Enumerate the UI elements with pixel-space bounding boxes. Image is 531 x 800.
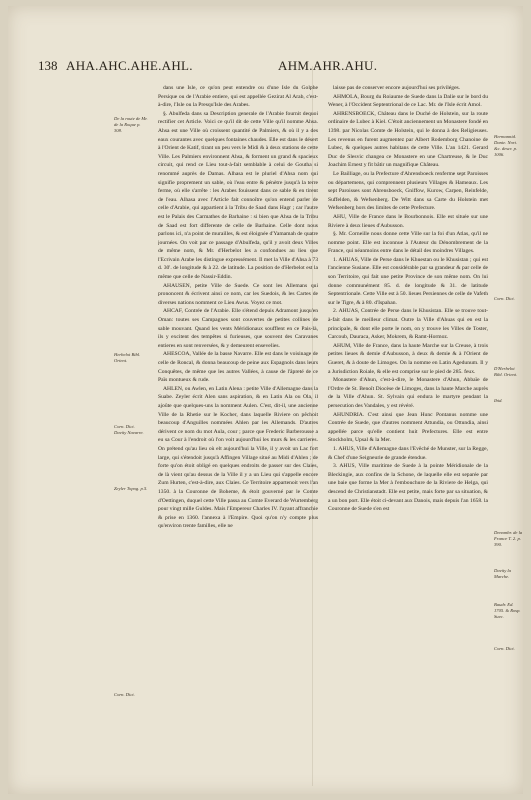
margin-note: Corn. Dict.: [494, 296, 515, 301]
paragraph: AHLEN, ou Awlen, en Latin Alena : petite Ville d'Allemagne dans la Suabe. Zeyler écrit Alen sans aspiration, & en Latin Ala ou Ola, il ajoûte que quelques-uns la nomment Aulen. C'est, dit-il, une ancienne Ville de la Rhetie sur le Kocher, dans laquelle Riviere on pêchoit beaucoup d'Anguilles nommées Ahlen par les Allemands. D'autres dérivent ce nom du mot Aula, cour ; parce que Frederic Barberousse a eu sa Cour à l'endroit où l'on voit aujourd'hui les murs & les carrieres. On prétend qu'au lieu où elt aujourd'hui la Ville, il y avoit un Lac fort large, qui s'étendoit jusqu'à Affingen Village situé au Midi d'Ahlen ; de forte qu'on étoit obligé en quelques endroits de passer sur des Claies, de là vient qu'au dessus de la Ville il y a un Lieu qui s'appelle encore Zum Hurten, c'est-à-dire, aux Claies. Ce Territoire appartenoit vers l'an 1350. à la Couronne de Boheme, & étoit gouverné par le Comte d'Oettingen, duquel cette Ville passa au Comte Everard de Wurtemberg pour vingt mille Guldes. Mais l'Empereur Charles IV. l'ayant affranchie & prise en 1360. l'annexa à l'Empire. Quoi qu'on n'y compte plus qu'environ trente familles, elle ne: [158, 385, 318, 530]
paragraph: AHUM, Ville de France, dans la haute Marche sur la Creuse, à trois petites lieues & demie d'Aubusson, à deux & demie & à l'Orient de Gueret, & à doute de Limoges. On la nomme en Latin Agedunum. Il y a Jurisdiction Roiale, & elle est comprise sur le pied de 285. feux.: [328, 342, 488, 375]
paragraph: 3. AHUS, Ville maritime de Suede à la pointe Méridionale de la Bleckingie, aux confins de la Schone, de laquelle elle est separée par une baie que forme la Mer à l'embouchure de la Riviere de Helga, qui descend de Christianstadt. Elle est petite, mais forte par sa situation, & a un bon port. Elle étoit ci-devant aux Danois, mais depuis l'an 1658. la Couronne de Suede s'en est: [328, 463, 488, 513]
margin-note: D'Herbelot Bibl. Orient.: [494, 366, 518, 377]
running-head-right: AHM.AHR.AHU.: [278, 58, 378, 73]
margin-note: Herbelot Bibl. Orient.: [114, 352, 141, 363]
paragraph: AHUNDRIA. C'est ainsi que Jean Hunc Pontanus nomme une Contrée de Suede, que d'autres nomment Attundia, ou Ottundia, ainsi appellée parce qu'elle contient huit Prefectures. Elle est entre Stockholm, Upsal & la Mer.: [328, 411, 488, 444]
margin-note: Hermannid. Danie. Nort. &c. descr. p. 1006.: [494, 134, 518, 157]
paragraph: Monastere d'Ahun, c'est-à-dire, le Monastere d'Ahun, Abbaïe de l'Ordre de St. Benoît Diocèse de Limoges, dans la haute Marche auprès de la Ville d'Ahun. St. Sylvain qui endura le martyre pendant la persecution des Vandales, y est révéré.: [328, 377, 488, 409]
paragraph: AHU, Ville de France dans le Bourbonnois. Elle est située sur une Riviere à deux lieues d'Aubusson.: [328, 213, 488, 229]
paragraph: AHAUSEN, petite Ville de Suede. Ce sont les Allemans qui prononcent & écrivent ainsi ce nom, car les Suedois, & les Cartes de diverses nations nomment ce Lieu Awus. Voyez ce mot.: [158, 282, 318, 306]
right-column: [328, 84, 488, 784]
paragraph: dans une Isle, ce qu'on peut entendre ou d'une Isle du Golphe Persique ou de l'Arabie entiere, qui est appellée Gezirat Al Arab, c'est-à-dire, l'Isle ou la Presqu'Isle des Arabes.: [158, 85, 318, 109]
left-column: [158, 84, 318, 784]
paragraph: AHCAF, Contrée de l'Arabie. Elle s'étend depuis Adramont jusqu'en Oman: toutes ses Campagnes sont couvertes de petites collines de sable mouvant. Quand les vents Méridionaux soufflent en ce Pais-là, ils y excitent des tempêtes si furieuses, que souvent des Caravanes entieres en sont renversées, & y demeurent ensevelies.: [158, 308, 318, 349]
paragraph: 1. AHUS, Ville d'Allemagne dans l'Evêché de Munster, sur la Regge, & Chef d'une Seigneurie de grande étendue.: [328, 445, 488, 461]
paragraph: laisse pas de conserver encore aujourd'hui ses priviléges.: [333, 85, 461, 91]
margin-note: Davity la Marche.: [494, 568, 511, 579]
page-header: [38, 58, 498, 76]
margin-note: Zeyler Topog. p.5.: [114, 486, 148, 491]
margin-note: Baudr. Ed. 1705. & Rosp. Suec.: [494, 602, 521, 619]
paragraph: 1. AHUAS, Ville de Perse dans le Khuestan ou le Khusistan ; qui est l'ancienne Susiane. Elle est considérable par sa grandeur & par celle de son Territoire, qui fait une petite Province de son même nom. On lui donne communément 85. d. de longitude & 31. de latitude Septentrionale. Cette Ville est à 50. lieues Persiennes de celle de Vafeth sur le Tigre, & à 80. d'Ispahan.: [328, 256, 488, 306]
margin-note: De la route de Mr. de la Roque p. 308.: [114, 116, 148, 133]
page: [8, 6, 523, 794]
margin-note: Corn. Dict.: [494, 646, 515, 651]
paragraph: §. Abulfeda dans sa Description generale de l'Arabie fournit dequoi rectifier cet Article. Voici ce qu'il dit de cette Ville qu'il nomme Ahsa. Ahsa est une Ville où croissent quantité de Palmiers, & où il y a des eaux courantes avec quelques fontaines chaudes. Elle est dans le désert à l'Orient de Katif, tirant un peu vers le Midi & à deux stations de cette Ville. Les Palmiers environnent Ahsa, & forment un grand & spacieux circuit, qui rend ce Lieu tout-à-fait semblable à celui de Goutha si renommé auprès de Damas. Alhasa est le pluriel d'Ahsa nom qui signifie proprement un sable, où l'eau entre & pénètre jusqu'à la terre ferme, où elle s'arrête : les Arabes fouissent dans ce sable & en tirent de l'eau. Alhasa avec l'Article fait connoître qu'on entend parler de celle d'Arabie, qui appartient à la Tribu de Saad dans Hagr ; car l'autre est le Palais des Carmathes de Barhaine : si bien que Ahsa de la Tribu de Saad est fort differente de celle de Barhaine. Celle dont nous parlons ici, n'a point de murailles, & est éloignée d'Yamamah de quatre journées. On voit par ce passage d'Abulfeda, qu'il y avoit deux Villes de même nom, & Mr. d'Herbelot les a confondues au lieu que l'Ecrivain Arabe les distingue expressément. Il met la Ville d'Ahsa à 73 d. 30'. de longitude & à 22. de latitude. La position de d'Herbelot est la même que celle de Nassir-Eddin.: [158, 110, 318, 281]
margin-note: Corn. Dict. Davity Navarre.: [114, 424, 144, 435]
margin-note: Corn. Dict.: [114, 692, 135, 697]
paragraph: AHMOLA, Bourg du Roiaume de Suede dans la Dalie sur le bord du Wener, à l'Occident Septentrional de ce Lac. Mr. de l'Isle écrit Amol.: [328, 93, 488, 109]
paragraph: Le Bailliage, ou la Prefecture d'Ahrensboeck renferme sept Paroisses ou départemens, qui comprennent plusieurs Villages & Hameaux. Les sept Paroisses sont Ahrensboeck, Gniffow, Kurow, Carpen, Reinfelde, Suffelden, & Wefsenberg. De Witt dans sa Carte du Holstein met Wefsenberg hors des limites de cette Prefecture.: [328, 170, 488, 212]
paragraph: AHESCOA, Vallée de la basse Navarre. Elle est dans le voisinage de celle de Roncal, & donna beaucoup de peine aux Espagnols dans leurs Conquêtes, de même que les autres Vallées, à cause de l'âpreté de ce Païs montueux & rude.: [158, 351, 318, 384]
running-head-left: AHA.AHC.AHE.AHL.: [66, 58, 193, 73]
margin-note: Denombr. de la France T. 2. p. 390.: [494, 530, 523, 547]
paragraph: §. Mr. Corneille nous donne cette Ville sur la foi d'un Atlas, qu'il ne nomme point. Elle est inconnue à l'Auteur du Dénombrement de la France, qui néanmoins entre dans le détail des moindres Villages.: [328, 231, 488, 255]
margin-note: Ibid.: [494, 398, 503, 403]
paragraph: AHRENSBOECK, Château dans le Duché de Holstein, sur la route ordinaire de Lubec à Kiel. C'étoit anciennement un Monastere fondé en 1398. par Nicolas Comte de Holstein, qui le donna à des Religieuses. Les revenus en furent augmentez par Albert Rodemborg Chanoine de Lubec, & quelques autres habitans de cette Ville. L'an 1421. Gerard Duc de Slesvic changea ce Monastere en une Chartreuse, & le Duc Joachim Ernest y fit bâtir un magnifique Château.: [328, 110, 488, 169]
page-number: 138: [38, 58, 58, 73]
paragraph: 2. AHUAS, Contrée de Perse dans le Khusistan. Elle se trouve tout-à-fait dans le meilleur climat. Outre la Ville d'Ahuas qui en est la principale, & dont elle porte le nom, on y trouve les Villes de Toster, Carcoub, Dauraca, Asker, Mokrem, & Ramt-Hormoz.: [328, 308, 488, 341]
